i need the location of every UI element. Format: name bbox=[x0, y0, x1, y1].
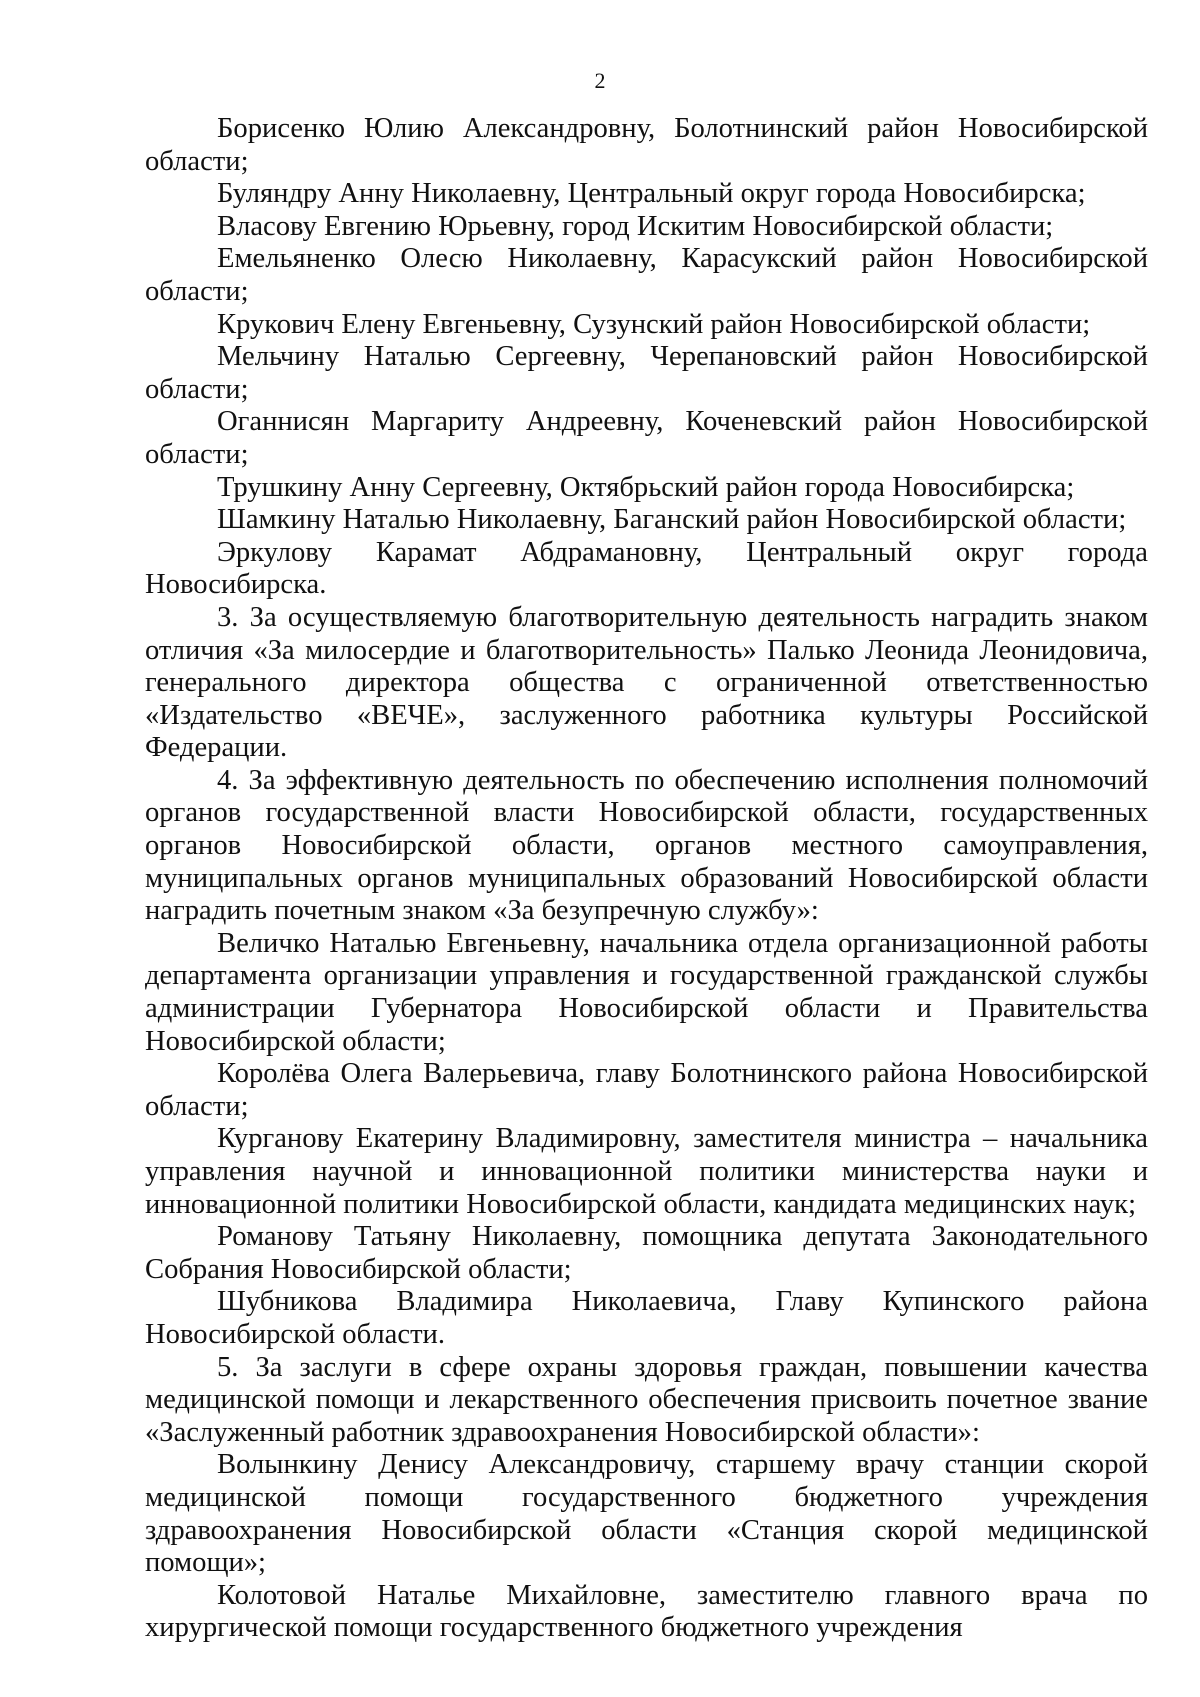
paragraph: Власову Евгению Юрьевну, город Искитим Новосибирской области; bbox=[217, 210, 1054, 242]
paragraph: Королёва Олега Валерьевича, главу Болотнинского района Новосибирской области; bbox=[145, 1058, 1148, 1122]
paragraph: Емельяненко Олесю Николаевну, Карасукский район Новосибирской области; bbox=[145, 243, 1148, 307]
paragraph: Романову Татьяну Николаевну, помощника депутата Законодательного Собрания Новосибирской области; bbox=[145, 1221, 1148, 1285]
paragraph: 5. За заслуги в сфере охраны здоровья граждан, повышении качества медицинской помощи и лекарственного обеспечения присвоить почетное звание «Заслуженный работник здравоохранения Новосибирской области»: bbox=[145, 1351, 1148, 1448]
paragraph: Эркулову Карамат Абдрамановну, Центральный округ города Новосибирска. bbox=[145, 536, 1148, 601]
paragraph: Курганову Екатерину Владимировну, заместителя министра – начальника управления научной и инновационной политики министерства науки и инновационной политики Новосибирской области, кандидата медицинских наук; bbox=[145, 1123, 1148, 1220]
paragraph: 4. За эффективную деятельность по обеспечению исполнения полномочий органов государственной власти Новосибирской области, государственных органов Новосибирской области, органов местного самоуправления, муниципальных органов муниципальных образований Новосибирской области наградить почетным знаком «За безупречную службу»: bbox=[145, 764, 1148, 927]
paragraph: Крукович Елену Евгеньевну, Сузунский район Новосибирской области; bbox=[217, 308, 1091, 340]
paragraph: Волынкину Денису Александровичу, старшему врачу станции скорой медицинской помощи государственного бюджетного учреждения здравоохранения Новосибирской области «Станция скорой медицинской помощи»; bbox=[145, 1449, 1148, 1579]
paragraph: Колотовой Наталье Михайловне, заместителю главного врача по хирургической помощи государственного бюджетного учреждения bbox=[145, 1579, 1148, 1644]
paragraph: Величко Наталью Евгеньевну, начальника отдела организационной работы департамента организации управления и государственной гражданской службы администрации Губернатора Новосибирской области и Правительства Новосибирской области; bbox=[145, 927, 1148, 1057]
paragraph: Борисенко Юлию Александровну, Болотнинский район Новосибирской области; bbox=[145, 113, 1148, 177]
page-number: 2 bbox=[594, 68, 606, 93]
paragraph: Шамкину Наталью Николаевну, Баганский район Новосибирской области; bbox=[217, 504, 1127, 536]
paragraph: Шубникова Владимира Николаевича, Главу Купинского района Новосибирской области. bbox=[145, 1286, 1148, 1350]
document-body bbox=[145, 113, 1148, 1645]
paragraph: 3. За осуществляемую благотворительную деятельность наградить знаком отличия «За милосердие и благотворительность» Палько Леонида Леонидовича, генерального директора общества с ограниченной ответственностью «Издательство «ВЕЧЕ», заслуженного работника культуры Российской Федерации. bbox=[145, 601, 1148, 764]
paragraph: Мельчину Наталью Сергеевну, Черепановский район Новосибирской области; bbox=[145, 341, 1148, 405]
paragraph: Буляндру Анну Николаевну, Центральный округ города Новосибирска; bbox=[217, 178, 1086, 210]
paragraph: Трушкину Анну Сергеевну, Октябрьский район города Новосибирска; bbox=[217, 471, 1075, 503]
paragraph: Оганнисян Маргариту Андреевну, Коченевский район Новосибирской области; bbox=[145, 406, 1148, 470]
